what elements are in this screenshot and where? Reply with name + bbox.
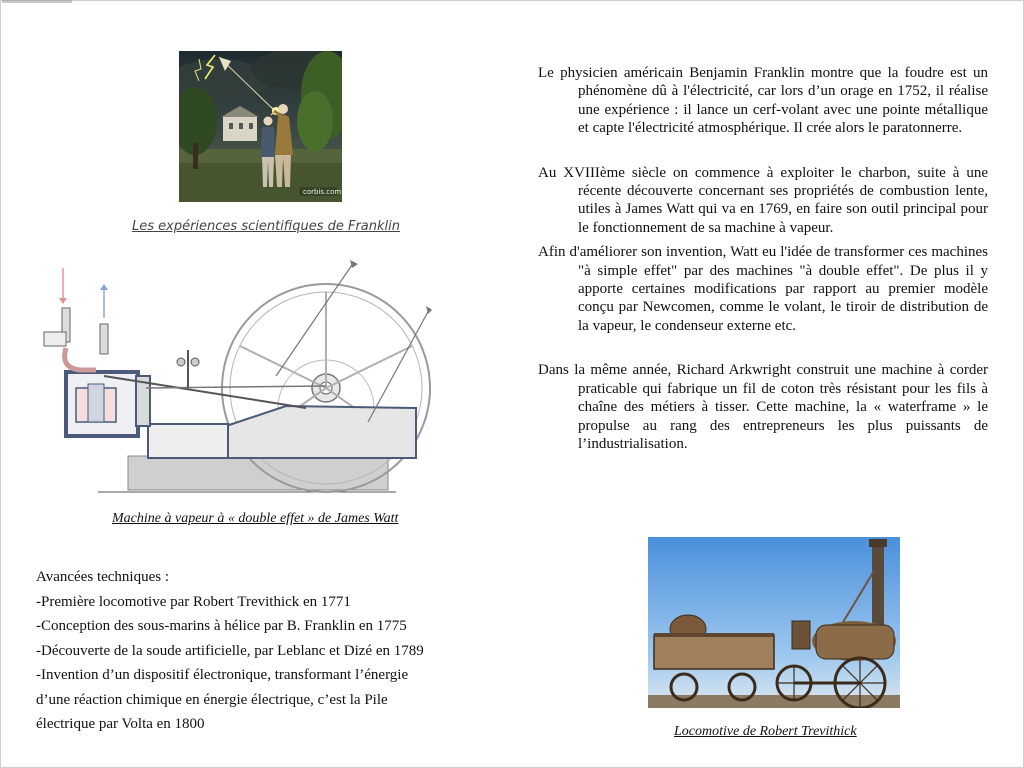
- corbis-watermark: corbis.com: [303, 188, 342, 196]
- locomotive-caption[interactable]: Locomotive de Robert Trevithick: [674, 724, 857, 739]
- advances-line: -Découverte de la soude artificielle, par Leblanc et Dizé en 1789: [36, 642, 424, 659]
- locomotive-image: [648, 537, 900, 708]
- advances-list: [36, 565, 506, 737]
- paragraph-charbon-watt: Au XVIIIème siècle on commence à exploiter le charbon, suite à une récente découverte concernant ses propriétés de combustion lente, utiles à James Watt qui va en 1769, en faire son outil principal pour le fonctionnement de sa machine à vapeur.: [538, 164, 988, 236]
- franklin-image: [179, 51, 342, 202]
- watt-engine-diagram: [36, 258, 436, 498]
- paragraph-arkwright: Dans la même année, Richard Arkwright construit une machine à corder praticable qui fabrique un fil de coton très résistant pour les fils à chaîne des métiers à tisser. Cette machine, la « waterframe » le propulse au rang des entrepreneurs les plus puissants de l’industrialisation.: [538, 362, 988, 452]
- franklin-caption[interactable]: Les expériences scientifiques de Franklin: [132, 219, 401, 234]
- advances-line: d’une réaction chimique en énergie électrique, c’est la Pile: [36, 691, 388, 708]
- advances-line: -Première locomotive par Robert Trevithick en 1771: [36, 593, 351, 610]
- advances-line: électrique par Volta en 1800: [36, 716, 205, 732]
- advances-line: -Conception des sous-marins à hélice par B. Franklin en 1775: [36, 618, 407, 634]
- paragraph-double-effet: Afin d'améliorer son invention, Watt eu l'idée de transformer ces machines "à simple effet" par des machines "à double effet". De plus il y apporte certaines modifications par rapport au premier modèle conçu par Newcomen, comme le volant, le tiroir de distribution de la vapeur, le condenseur externe etc.: [538, 244, 988, 334]
- advances-line: -Invention d’un dispositif électronique, transformant l’énergie: [36, 667, 409, 683]
- header-mark: [2, 0, 72, 3]
- right-text-column: [538, 64, 988, 453]
- paragraph-franklin: Le physicien américain Benjamin Franklin montre que la foudre est un phénomène dû à l'électricité, car lors d’un orage en 1752, il réalise une expérience : il lance un cerf-volant avec une pointe métallique et capte l'électricité atmosphérique. Il crée alors le paratonnerre.: [538, 65, 988, 137]
- watt-engine-caption[interactable]: Machine à vapeur à « double effet » de James Watt: [112, 511, 399, 526]
- advances-title: Avancées techniques :: [36, 569, 170, 585]
